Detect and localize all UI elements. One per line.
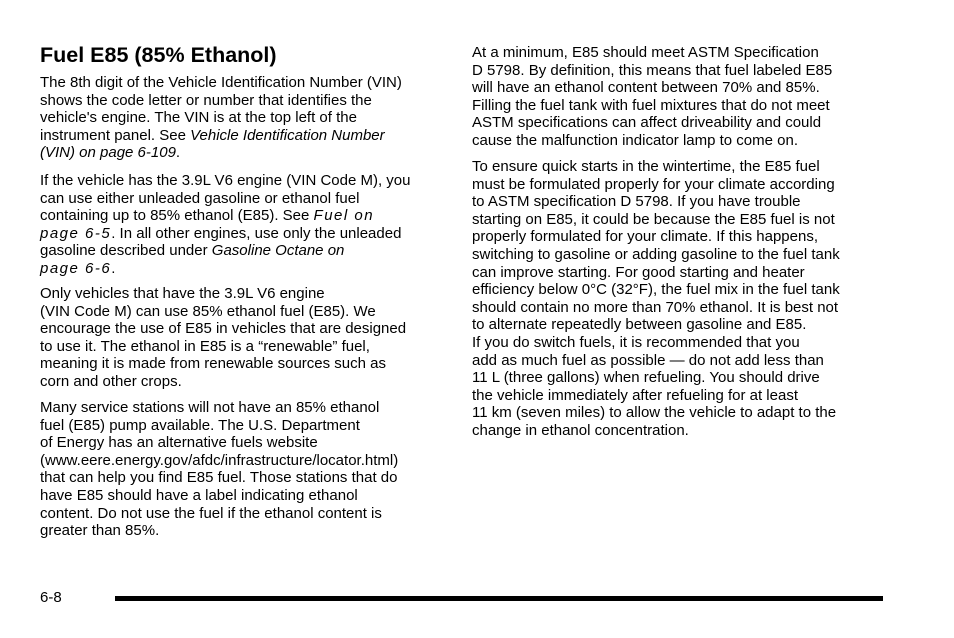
text-line: have E85 should have a label indicating ethanol [40,486,358,504]
fuel-reference-link-page[interactable]: page 6-5 [40,224,112,242]
text-line: . [111,259,116,277]
text-line: corn and other crops. [40,372,182,390]
text-line: fuel (E85) pump available. The U.S. Department [40,416,360,434]
text-line: of Energy has an alternative fuels website [40,434,318,452]
footer-divider [115,596,883,601]
engine-fuel-paragraph [40,172,452,278]
text-line: the vehicle immediately after refueling for at least [472,386,798,404]
text-line: meaning it is made from renewable sources such as [40,355,386,373]
fuel-reference-link[interactable]: Fuel on [313,207,375,225]
text-line: properly formulated for your climate. If this happens, [472,228,818,246]
text-line: switching to gasoline or adding gasoline to the fuel tank [472,245,840,263]
text-line: must be formulated properly for your climate according [472,175,835,193]
vin-reference-link-page[interactable]: (VIN) on page 6-109 [40,144,176,162]
vin-reference-link[interactable]: Vehicle Identification Number [190,126,385,144]
text-line: gasoline described under [40,242,212,260]
text-line: vehicle's engine. The VIN is at the top left of the [40,109,357,127]
text-line: Filling the fuel tank with fuel mixtures that do not meet [472,96,830,114]
text-line: can use either unleaded gasoline or ethanol fuel [40,189,360,207]
text-line: will have an ethanol content between 70% and 85%. [472,79,820,97]
vin-digit-paragraph [40,74,452,162]
text-line: The 8th digit of the Vehicle Identification Number (VIN) [40,74,402,91]
text-line: Only vehicles that have the 3.9L V6 engine [40,285,325,302]
text-line: At a minimum, E85 should meet ASTM Specification [472,44,819,61]
section-title: Fuel E85 (85% Ethanol) [40,43,277,67]
text-line: to use it. The ethanol in E85 is a “renewable” fuel, [40,337,370,355]
text-line: ASTM specifications can affect driveability and could [472,114,822,132]
text-line: 11 km (seven miles) to allow the vehicle to adapt to the [472,404,837,422]
service-stations-paragraph [40,399,452,540]
text-line: greater than 85%. [40,522,160,540]
text-line: If you do switch fuels, it is recommended that you [472,334,800,351]
text-line: shows the code letter or number that identifies the [40,91,372,109]
page-number: 6-8 [40,589,62,606]
website-url[interactable]: (www.eere.energy.gov/afdc/infrastructure/locator.html) [40,451,399,469]
text-line: should contain no more than 70% ethanol. It is best not [472,298,839,316]
text-line: (VIN Code M) can use 85% ethanol fuel (E85). We [40,302,376,320]
text-line: add as much fuel as possible — do not add less than [472,351,824,369]
text-line: containing up to 85% ethanol (E85). See [40,207,314,225]
winter-starting-paragraph [472,158,884,334]
vin-code-m-paragraph [40,285,452,391]
text-line: cause the malfunction indicator lamp to come on. [472,131,799,149]
text-line: 11 L (three gallons) when refueling. You should drive [472,369,820,387]
text-line: can improve starting. For good starting and heater [472,263,805,281]
switch-fuels-paragraph [472,334,884,440]
text-line: . [175,144,181,162]
text-line: to ASTM specification D 5798. If you have trouble [472,193,801,211]
text-line: to alternate repeatedly between gasoline and E85. [472,316,807,334]
text-line: . In all other engines, use only the unleaded [111,224,402,242]
gasoline-octane-reference-link-page[interactable]: page 6-6 [40,259,112,277]
text-line: D 5798. By definition, this means that fuel labeled E85 [472,61,833,79]
text-line: that can help you find E85 fuel. Those stations that do [40,469,398,487]
text-line: content. Do not use the fuel if the ethanol content is [40,504,382,522]
text-line: efficiency below 0°C (32°F), the fuel mix in the fuel tank [472,281,840,299]
text-line: instrument panel. See [40,126,191,144]
text-line: change in ethanol concentration. [472,421,689,439]
text-line: encourage the use of E85 in vehicles that are designed [40,320,407,338]
text-line: Many service stations will not have an 85% ethanol [40,399,380,416]
text-line: To ensure quick starts in the wintertime, the E85 fuel [472,158,820,175]
gasoline-octane-reference-link[interactable]: Gasoline Octane on [211,242,345,260]
text-line: If the vehicle has the 3.9L V6 engine (VIN Code M), you [40,172,411,189]
text-line: starting on E85, it could be because the E85 fuel is not [472,210,835,228]
astm-specification-paragraph [472,44,884,150]
